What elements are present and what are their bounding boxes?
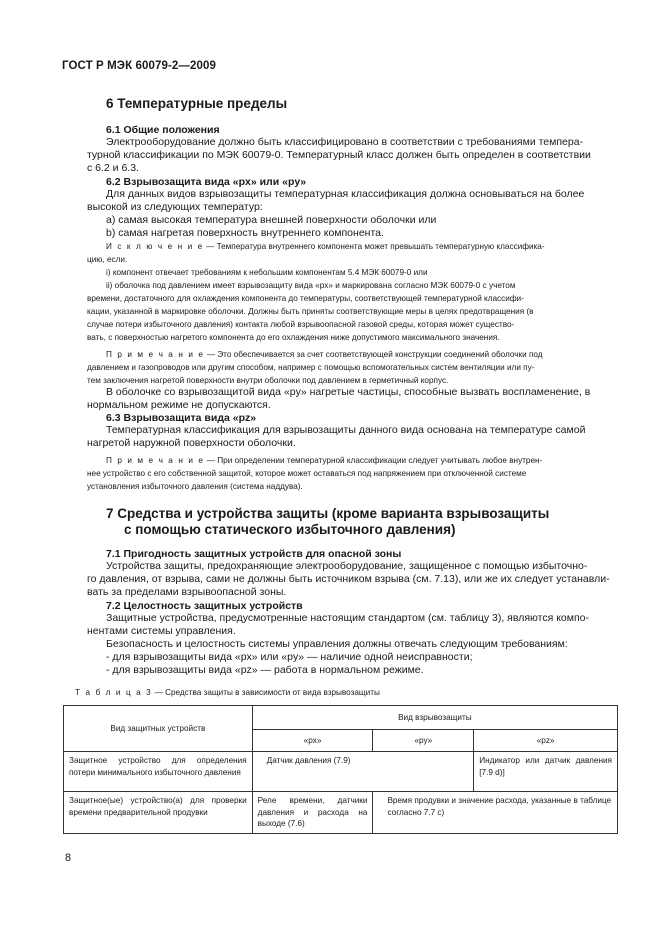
header-pz: «pz» <box>474 730 618 752</box>
header-protection-type: Вид взрывозащиты <box>252 706 617 730</box>
section-7-title-line1: 7 Средства и устройства защиты (кроме варианта взрывозащиты <box>106 506 550 521</box>
note-label: П р и м е ч а н и е <box>106 350 205 359</box>
section-6-2-text: Для данных видов взрывозащиты температурная классификация должна основываться на более высокой из следующих температур: a) самая высокая температура внешней поверхности оболочки или b) самая нагретая поверхность внутреннего компонента. <box>87 188 585 239</box>
note-1: П р и м е ч а н и е — Это обеспечивается за счет соответствующей конструкции соединений оболочки под давлением и газопроводов или другим способом, например с помощью вспомогательных систем вентиляции или пу- тем заключения нагретой поверхности внутри оболочки под давлением в герметичный корпус. <box>87 350 543 385</box>
section-7-2-title: 7.2 Целостность защитных устройств <box>106 600 303 612</box>
table-cell: Датчик давления (7.9) <box>252 752 474 792</box>
header-device-type: Вид защитных устройств <box>64 706 253 752</box>
section-6-1-text: Электрооборудование должно быть классифицировано в соответствии с требованиями темпера- турной классификации по МЭК 60079-0. Температурный класс должен быть определен в соответствии с 6.2 и 6.3. <box>87 136 591 174</box>
page-number: 8 <box>65 852 72 864</box>
table-3 <box>63 705 618 834</box>
table-3-caption: Т а б л и ц а 3 — Средства защиты в зависимости от вида взрывозащиты <box>75 688 380 697</box>
document-header: ГОСТ Р МЭК 60079-2—2009 <box>62 60 216 72</box>
section-7-1-text: Устройства защиты, предохраняющие электрооборудование, защищенное с помощью избыточно- го давления, от взрыва, сами не должны быть источником взрыва (см. 7.13), или же их следует устанавли- вать за пределами взрывоопасной зоны. <box>87 560 610 598</box>
exception-label: И с к л ю ч е н и е <box>106 242 204 251</box>
section-6-3-text: Температурная классификация для взрывозащиты данного вида основана на температуре самой нагретой наружной поверхности оболочки. <box>87 424 586 449</box>
section-6-2-title: 6.2 Взрывозащита вида «px» или «py» <box>106 176 307 188</box>
note-2: П р и м е ч а н и е — При определении температурной классификации следует учитывать любое внутрен- нее устройство с его собственной защитой, которое может оставаться под напряжением при отключенной системе установления избыточного давления (система наддува). <box>87 456 543 491</box>
table-cell: Реле времени, датчики давления и расхода на выходе (7.6) <box>252 792 373 834</box>
table-cell: Индикатор или датчик давления [7.9 d)] <box>474 752 618 792</box>
section-7-2-text: Защитные устройства, предусмотренные настоящим стандартом (см. таблицу 3), являются компо- нентами системы управления. Безопасность и целостность системы управления должны отвечать следующим требованиям: - для взрывозащиты вида «px» или «py» — наличие одной неисправности; - для взрывозащиты вида «pz» — работа в нормальном режиме. <box>87 612 589 676</box>
note-label: П р и м е ч а н и е <box>106 456 205 465</box>
section-6-title: 6 Температурные пределы <box>106 96 288 111</box>
header-px: «px» <box>252 730 373 752</box>
section-6-3-title: 6.3 Взрывозащита вида «pz» <box>106 412 257 424</box>
table-row <box>64 752 618 792</box>
section-6-1-title: 6.1 Общие положения <box>106 124 220 136</box>
exception-block: И с к л ю ч е н и е — Температура внутреннего компонента может превышать температурную классифика- цию, если. i) компонент отвечает требованиям к небольшим компонентам 5.4 МЭК 60079-0 или ii) оболочка под давлением имеет взрывозащиту вида «px» и маркирована согласно МЭК 60079-0 с учетом времени, достаточного для охлаждения компонента до температуры, соответствующей температурной классифи- кации, указанной в маркировке оболочки. Должны быть приняты соответствующие меры в целях предотвращения (в случае потери избыточного давления) контакта любой взрывоопасной газовой среды, которая может существо- вать, с поверхностью нагретого компонента до его охлаждения ниже допустимого максимального значения. <box>87 242 545 342</box>
table-cell: Защитное(ые) устройство(а) для проверки времени предварительной продувки <box>64 792 253 834</box>
section-7-title-line2: с помощью статического избыточного давления) <box>124 522 456 537</box>
py-paragraph: В оболочке со взрывозащитой вида «py» нагретые частицы, способные вызвать воспламенение, в нормальном режиме не допускаются. <box>87 386 591 411</box>
table-cell: Время продувки и значение расхода, указанные в таблице согласно 7.7 c) <box>373 792 618 834</box>
table-row <box>64 792 618 834</box>
header-py: «py» <box>373 730 474 752</box>
section-7-1-title: 7.1 Пригодность защитных устройств для опасной зоны <box>106 548 402 560</box>
table-cell: Защитное устройство для определения потери минимального избыточного давления <box>64 752 253 792</box>
